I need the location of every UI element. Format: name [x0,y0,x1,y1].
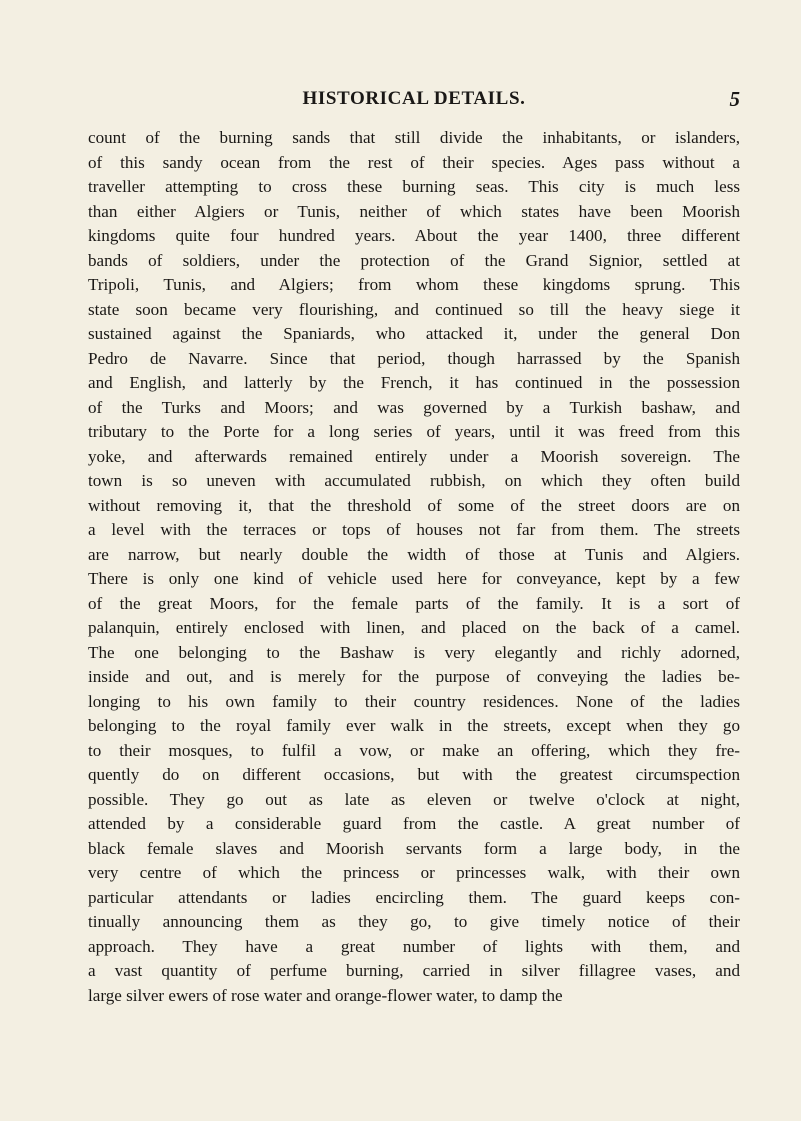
text-line: sustained against the Spaniards, who attacked it, under the general Don [88,324,740,343]
text-line: are narrow, but nearly double the width of those at Tunis and Algiers. [88,544,740,564]
text-line: town is so uneven with accumulated rubbish, on which they often build [88,471,740,490]
body-text [88,126,740,1008]
text-line: quently do on different occasions, but with the greatest circumspection [88,765,740,784]
text-line: possible. They go out as late as eleven or twelve o'clock at night, [88,789,740,809]
text-line: yoke, and afterwards remained entirely under a Moorish sovereign. The [88,446,740,466]
page-number: 5 [729,87,740,111]
text-line: particular attendants or ladies encircling them. The guard keeps con- [88,887,740,907]
text-line: tributary to the Porte for a long series of years, until it was freed from this [88,422,740,441]
text-line: longing to his own family to their country residences. None of the ladies [88,691,740,711]
text-line: a vast quantity of perfume burning, carried in silver fillagree vases, and [88,961,740,980]
text-line: Pedro de Navarre. Since that period, though harrassed by the Spanish [88,348,740,368]
text-line: kingdoms quite four hundred years. About the year 1400, three different [88,226,740,245]
text-line: The one belonging to the Bashaw is very elegantly and richly adorned, [88,642,740,662]
text-line: of this sandy ocean from the rest of their species. Ages pass without a [88,152,740,172]
text-line: palanquin, entirely enclosed with linen, and placed on the back of a camel. [88,618,740,637]
text-line: approach. They have a great number of lights with them, and [88,936,740,956]
running-head [88,88,740,114]
text-line: of the great Moors, for the female parts of the family. It is a sort of [88,593,740,613]
text-line: attended by a considerable guard from the castle. A great number of [88,814,740,833]
text-line: traveller attempting to cross these burning seas. This city is much less [88,177,740,196]
text-line: state soon became very flourishing, and continued so till the heavy siege it [88,299,740,319]
text-line: than either Algiers or Tunis, neither of which states have been Moorish [88,201,740,221]
text-line: to their mosques, to fulfil a vow, or make an offering, which they fre- [88,740,740,760]
text-line: without removing it, that the threshold of some of the street doors are on [88,495,740,515]
text-line: tinually announcing them as they go, to give timely notice of their [88,912,740,931]
text-line: a level with the terraces or tops of houses not far from them. The streets [88,520,740,539]
text-line: and English, and latterly by the French, it has continued in the possession [88,373,740,392]
text-line: count of the burning sands that still divide the inhabitants, or islanders, [88,128,740,147]
running-title: HISTORICAL DETAILS. [302,88,526,109]
text-line: black female slaves and Moorish servants form a large body, in the [88,838,740,858]
text-line: belonging to the royal family ever walk in the streets, except when they go [88,716,740,735]
text-line: very centre of which the princess or princesses walk, with their own [88,863,740,882]
text-line: of the Turks and Moors; and was governed by a Turkish bashaw, and [88,397,740,417]
text-line: inside and out, and is merely for the purpose of conveying the ladies be- [88,667,740,686]
text-line: large silver ewers of rose water and orange-flower water, to damp the [88,985,563,1005]
text-line: There is only one kind of vehicle used here for conveyance, kept by a few [88,569,740,588]
text-line: bands of soldiers, under the protection of the Grand Signior, settled at [88,250,740,270]
text-line: Tripoli, Tunis, and Algiers; from whom these kingdoms sprung. This [88,275,740,294]
